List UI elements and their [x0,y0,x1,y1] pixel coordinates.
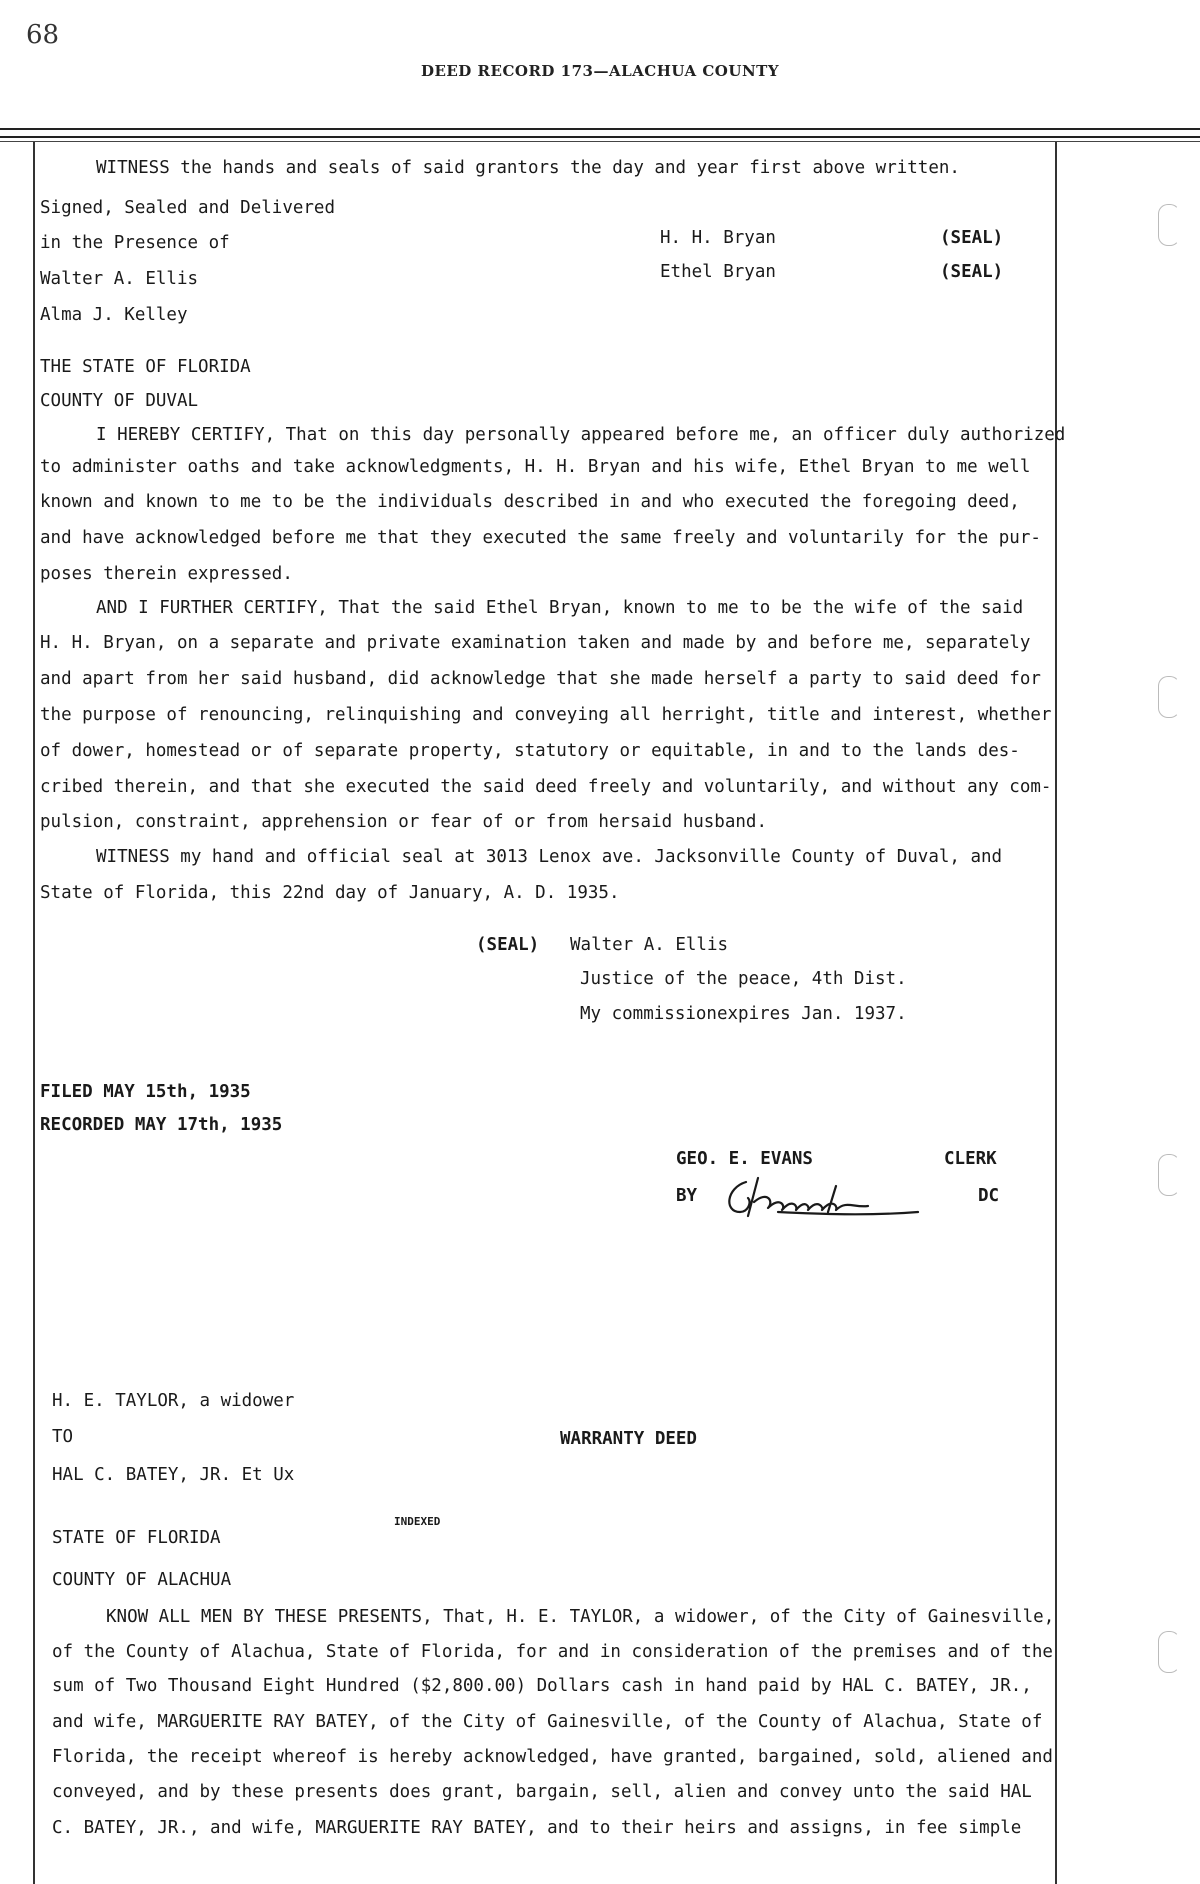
text-line: and apart from her said husband, did acknowledge that she made herself a party to said deed for [40,669,1041,689]
text-line: cribed therein, and that she executed the said deed freely and voluntarily, and without any com- [40,777,1052,797]
text-line: (SEAL) [940,228,1004,248]
text-line: to administer oaths and take acknowledgments, H. H. Bryan and his wife, Ethel Bryan to me well [40,457,1031,477]
text-line: H. E. TAYLOR, a widower [52,1391,295,1411]
binder-hole [1158,1631,1180,1673]
text-line: pulsion, constraint, apprehension or fear of or from hersaid husband. [40,812,767,832]
header-rule-middle [0,136,1200,138]
text-line: in the Presence of [40,233,230,253]
text-line: Walter A. Ellis [570,935,729,955]
page-number: 68 [26,20,60,50]
text-line: DC [978,1186,1000,1206]
text-line: of the County of Alachua, State of Florida, for and in consideration of the premises and of the [52,1642,1053,1662]
text-line: AND I FURTHER CERTIFY, That the said Ethel Bryan, known to me to be the wife of the said [96,598,1024,618]
running-head: DEED RECORD 173—ALACHUA COUNTY [420,62,780,80]
header-rule-top [0,128,1200,130]
binder-hole [1158,204,1180,246]
text-line: I HEREBY CERTIFY, That on this day personally appeared before me, an officer duly authorized [96,425,1066,445]
text-line: (SEAL) [940,262,1004,282]
left-margin-line [33,142,35,1884]
text-line: Walter A. Ellis [40,269,199,289]
text-line: FILED MAY 15th, 1935 [40,1082,251,1102]
text-line: (SEAL) [476,935,540,955]
text-line: KNOW ALL MEN BY THESE PRESENTS, That, H. E. TAYLOR, a widower, of the City of Gainesville, [106,1607,1055,1627]
text-line: My commissionexpires Jan. 1937. [580,1004,907,1024]
text-line: WITNESS the hands and seals of said grantors the day and year first above written. [96,158,960,178]
text-line: COUNTY OF DUVAL [40,391,199,411]
text-line: known and known to me to be the individuals described in and who executed the foregoing deed, [40,492,1020,512]
text-line: BY [676,1186,698,1206]
right-margin-line [1055,142,1057,1884]
text-line: RECORDED MAY 17th, 1935 [40,1115,283,1135]
text-line: WITNESS my hand and official seal at 3013 Lenox ave. Jacksonville County of Duval, and [96,847,1003,867]
text-line: Alma J. Kelley [40,305,188,325]
text-line: CLERK [944,1149,997,1169]
text-line: Florida, the receipt whereof is hereby acknowledged, have granted, bargained, sold, aliened and [52,1747,1053,1767]
text-line: Justice of the peace, 4th Dist. [580,969,907,989]
signature-icon [718,1172,924,1220]
binder-hole [1158,676,1180,718]
text-line: TO [52,1427,74,1447]
text-line: and wife, MARGUERITE RAY BATEY, of the City of Gainesville, of the County of Alachua, State of [52,1712,1043,1732]
text-line: Signed, Sealed and Delivered [40,198,336,218]
text-line: and have acknowledged before me that they executed the same freely and voluntarily for the pur- [40,528,1041,548]
text-line: H. H. Bryan [660,228,776,248]
text-line: of dower, homestead or of separate property, statutory or equitable, in and to the lands des- [40,741,1020,761]
header-rule-bottom [0,141,1200,142]
text-line: GEO. E. EVANS [676,1149,813,1169]
text-line: the purpose of renouncing, relinquishing and conveying all herright, title and interest, whether [40,705,1052,725]
text-line: State of Florida, this 22nd day of January, A. D. 1935. [40,883,620,903]
text-line: H. H. Bryan, on a separate and private examination taken and made by and before me, separately [40,633,1031,653]
text-line: THE STATE OF FLORIDA [40,357,251,377]
text-line: conveyed, and by these presents does grant, bargain, sell, alien and convey unto the said HAL [52,1782,1032,1802]
text-line: HAL C. BATEY, JR. Et Ux [52,1465,295,1485]
text-line: COUNTY OF ALACHUA [52,1570,232,1590]
text-line: C. BATEY, JR., and wife, MARGUERITE RAY BATEY, and to their heirs and assigns, in fee simple [52,1818,1022,1838]
text-line: poses therein expressed. [40,564,293,584]
text-line: INDEXED [394,1515,441,1528]
text-line: STATE OF FLORIDA [52,1528,221,1548]
text-line: Ethel Bryan [660,262,776,282]
text-line: sum of Two Thousand Eight Hundred ($2,800.00) Dollars cash in hand paid by HAL C. BATEY, JR., [52,1676,1032,1696]
binder-hole [1158,1154,1180,1196]
text-line: WARRANTY DEED [560,1429,697,1449]
